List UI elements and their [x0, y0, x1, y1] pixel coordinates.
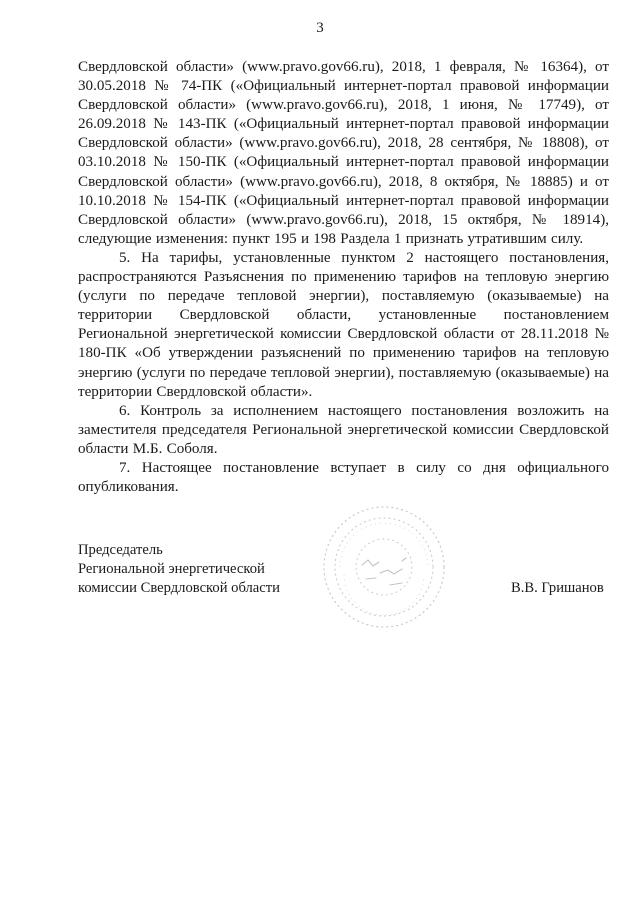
signatory-title-line: Председатель	[78, 542, 163, 558]
page-number: 3	[316, 20, 324, 36]
official-seal-icon	[320, 503, 448, 631]
signatory-title-line: комиссии Свердловской области	[78, 580, 280, 597]
signatory-title-line: Региональной энергетической	[78, 561, 265, 578]
document-body	[78, 58, 609, 497]
paragraph-7: 7. Настоящее постановление вступает в силу со дня официального опубликования.	[78, 459, 609, 496]
paragraph-continuation: Свердловской области» (www.pravo.gov66.ru), 2018, 1 февраля, № 16364), от 30.05.2018 № 74-ПК («Официальный интернет-портал правовой информации Свердловской области» (www.pravo.gov66.ru), 2018, 1 июня, № 17749), от 26.09.2018 № 143-ПК («Официальный интернет-портал правовой информации Свердловской области» (www.pravo.gov66.ru), 2018, 28 сентября, № 18808), от 03.10.2018 № 150-ПК («Официальный интернет-портал правовой информации Свердловской области» (www.pravo.gov66.ru), 2018, 8 октября, № 18885) и от 10.10.2018 № 154-ПК («Официальный интернет-портал правовой информации Свердловской области» (www.pravo.gov66.ru), 2018, 15 октября, № 18914), следующие изменения: пункт 195 и 198 Раздела 1 признать утратившим силу.	[78, 59, 609, 247]
paragraph-6: 6. Контроль за исполнением настоящего постановления возложить на заместителя председателя Региональной энергетической комиссии Свердловской области М.Б. Соболя.	[78, 402, 609, 457]
paragraph-5: 5. На тарифы, установленные пунктом 2 настоящего постановления, распространяются Разъяснения по применению тарифов на тепловую энергию (услуги по передаче тепловой энергии), поставляемую (оказываемые) на территории Свердловской области, установленные постановлением Региональной энергетической комиссии Свердловской области от 28.11.2018 № 180-ПК «Об утверждении разъяснений по применению тарифов на тепловую энергию (услуги по передаче тепловой энергии), поставляемую (оказываемые) на территории Свердловской области».	[78, 249, 609, 400]
signatory-title	[78, 541, 280, 599]
signatory-name: В.В. Гришанов	[511, 580, 604, 596]
